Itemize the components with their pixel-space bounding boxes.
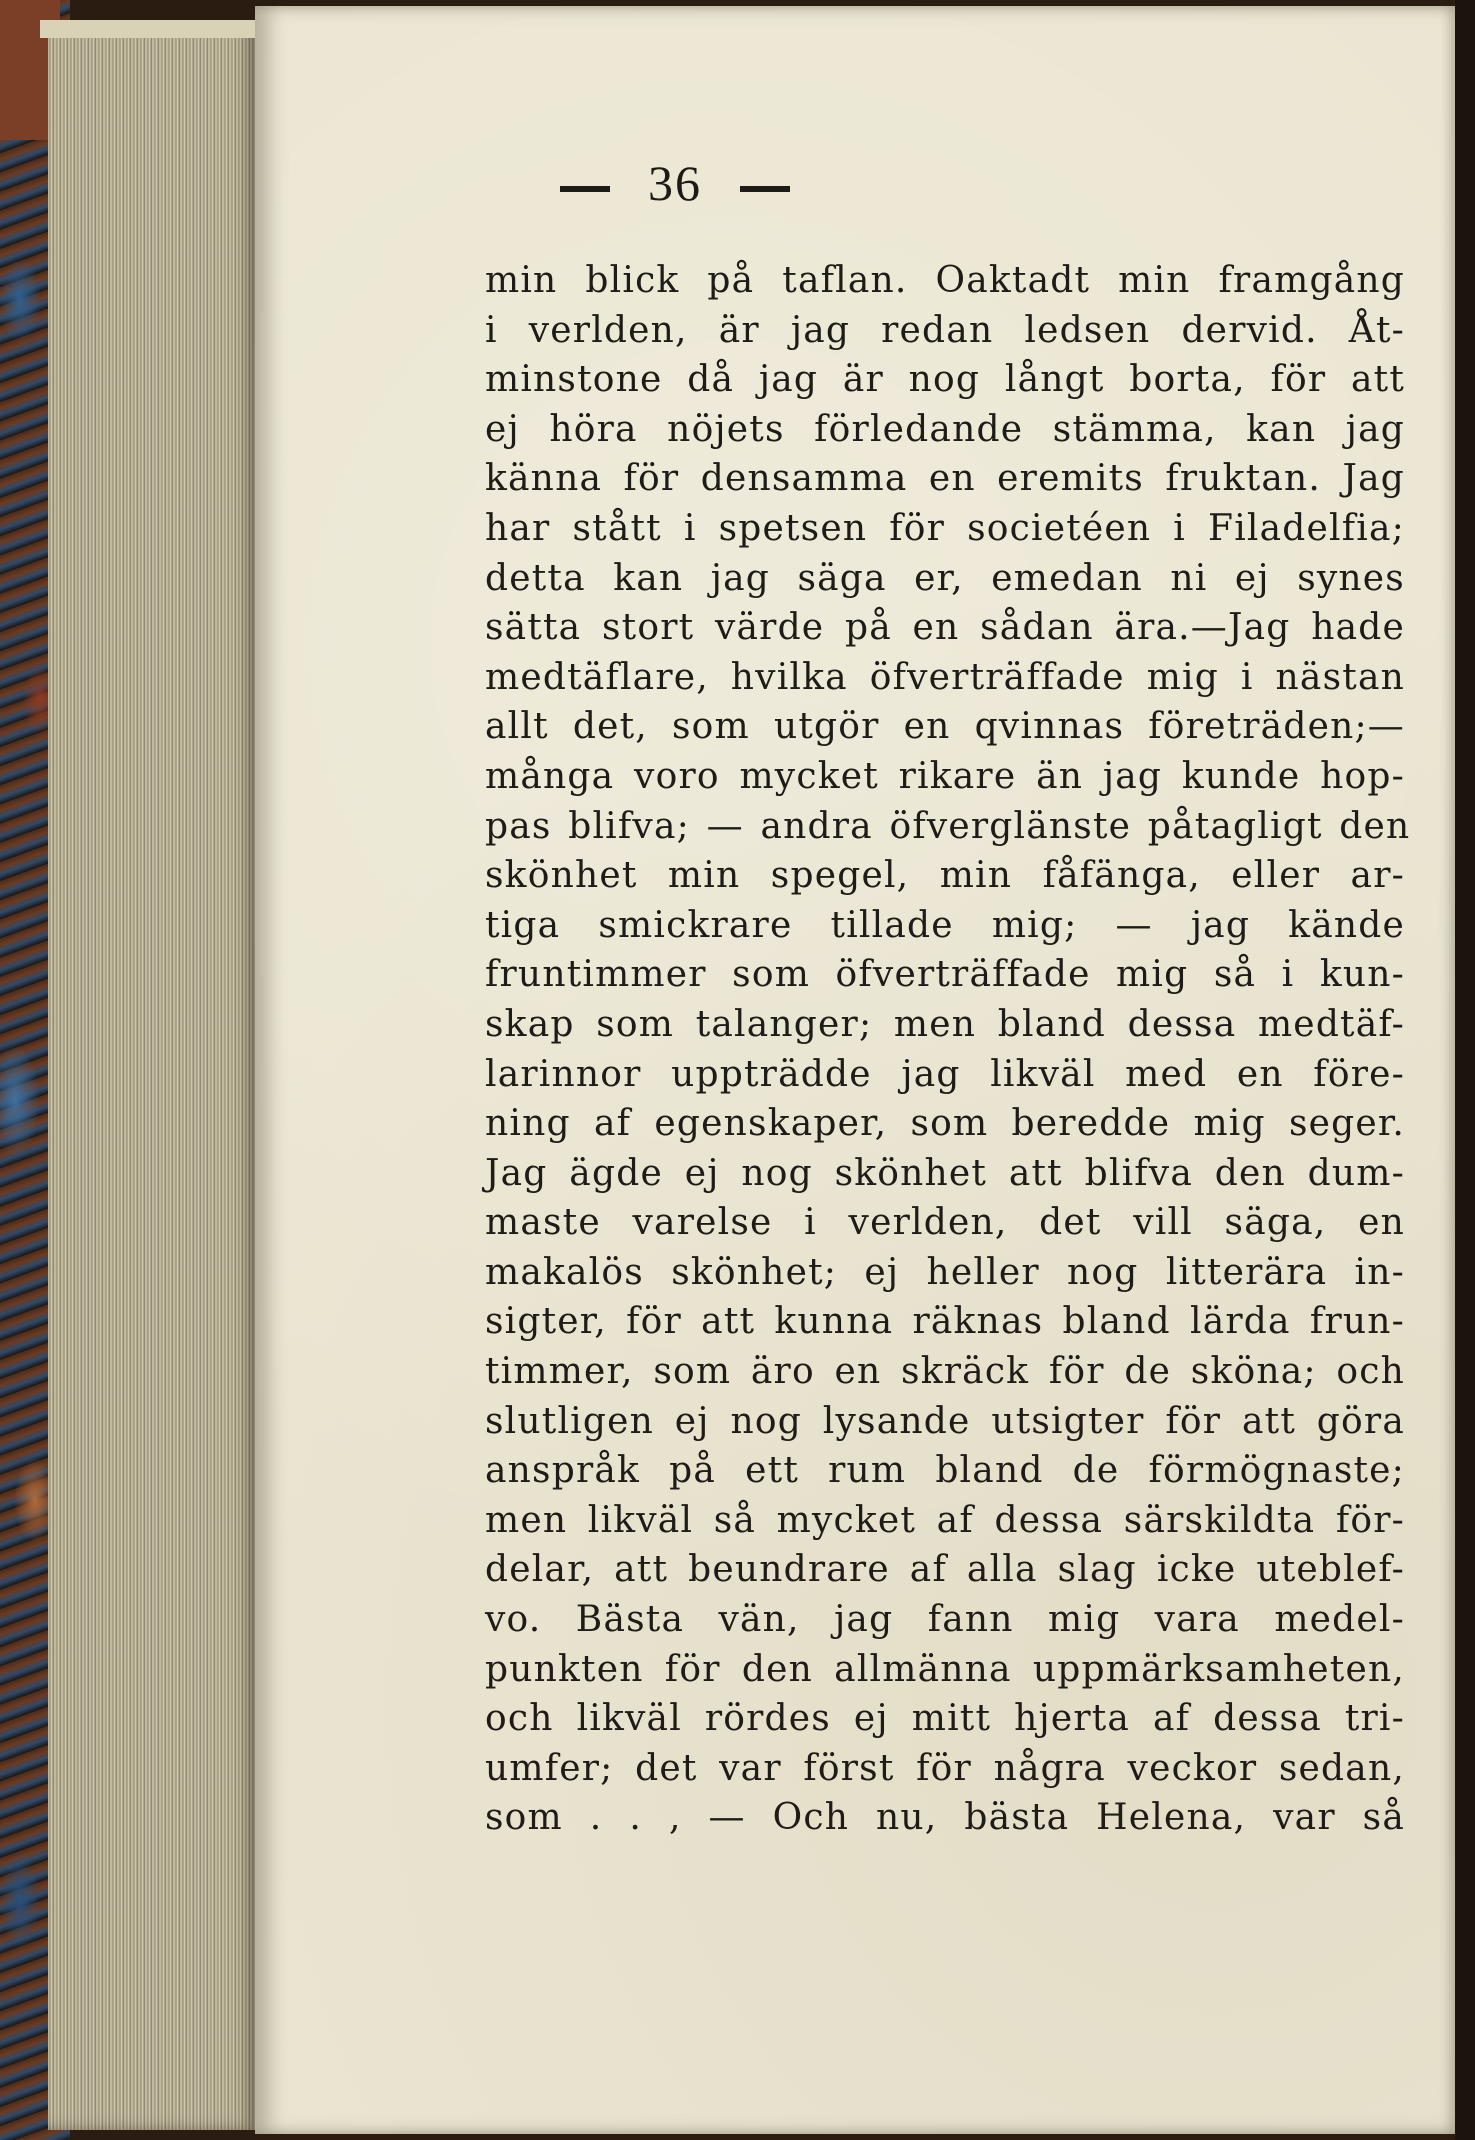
page-number-header xyxy=(75,154,1275,212)
page-edges-stack xyxy=(48,20,258,2130)
text-line: skönhet min spegel, min fåfänga, eller ar- xyxy=(485,855,1405,897)
text-line: maste varelse i verlden, det vill säga, en xyxy=(485,1202,1405,1244)
text-line: och likväl rördes ej mitt hjerta af dessa tri- xyxy=(485,1698,1405,1740)
text-line: larinnor uppträdde jag likväl med en före- xyxy=(485,1053,1405,1095)
book-right-edge xyxy=(1455,0,1475,2140)
text-line: vo. Bästa vän, jag fann mig vara medel- xyxy=(485,1599,1405,1641)
text-line: skap som talanger; men bland dessa medtäf- xyxy=(485,1003,1405,1045)
text-line: pas blifva; — andra öfverglänste påtagligt den xyxy=(485,805,1411,847)
text-line: som . . , — Och nu, bästa Helena, var så xyxy=(485,1797,1405,1839)
page-number: 36 xyxy=(648,155,702,211)
text-line: punkten för den allmänna uppmärksamheten, xyxy=(485,1648,1405,1690)
text-line: slutligen ej nog lysande utsigter för att göra xyxy=(485,1400,1405,1442)
text-line: många voro mycket rikare än jag kunde hop- xyxy=(485,755,1405,797)
text-line: min blick på taflan. Oaktadt min framgång xyxy=(485,260,1405,301)
text-line: sigter, för att kunna räknas bland lärda frun- xyxy=(485,1301,1405,1343)
text-line: delar, att beundrare af alla slag icke uteblef- xyxy=(485,1549,1405,1591)
text-line: sätta stort värde på en sådan ära.—Jag hade xyxy=(485,607,1405,649)
text-line: minstone då jag är nog långt borta, för att xyxy=(485,359,1405,401)
text-line: timmer, som äro en skräck för de sköna; och xyxy=(485,1351,1405,1393)
right-dash xyxy=(740,186,790,192)
text-line: i verlden, är jag redan ledsen dervid. Åt- xyxy=(485,309,1405,351)
text-line: fruntimmer som öfverträffade mig så i kun- xyxy=(485,954,1405,996)
left-dash xyxy=(560,186,610,192)
page-edges-top xyxy=(40,20,260,38)
text-line: anspråk på ett rum bland de förmögnaste; xyxy=(485,1450,1405,1492)
text-line: men likväl så mycket af dessa särskildta för- xyxy=(485,1499,1405,1541)
text-line: makalös skönhet; ej heller nog litterära in- xyxy=(485,1251,1405,1293)
text-line: har stått i spetsen för societéen i Filadelfia; xyxy=(485,507,1405,549)
text-line: detta kan jag säga er, emedan ni ej synes xyxy=(485,557,1405,599)
text-line: tiga smickrare tillade mig; — jag kände xyxy=(485,904,1405,946)
book-page xyxy=(255,6,1455,2134)
text-line: ej höra nöjets förledande stämma, kan jag xyxy=(485,408,1405,450)
text-line: medtäflare, hvilka öfverträffade mig i nästan xyxy=(485,656,1405,698)
text-line: känna för densamma en eremits fruktan. Jag xyxy=(485,458,1405,500)
text-line: umfer; det var först för några veckor sedan, xyxy=(485,1747,1405,1789)
body-text xyxy=(485,256,1411,1843)
text-line: ning af egenskaper, som beredde mig seger. xyxy=(485,1103,1405,1145)
text-line: Jag ägde ej nog skönhet att blifva den dum- xyxy=(485,1152,1405,1194)
text-line: allt det, som utgör en qvinnas företräden;— xyxy=(485,706,1405,748)
